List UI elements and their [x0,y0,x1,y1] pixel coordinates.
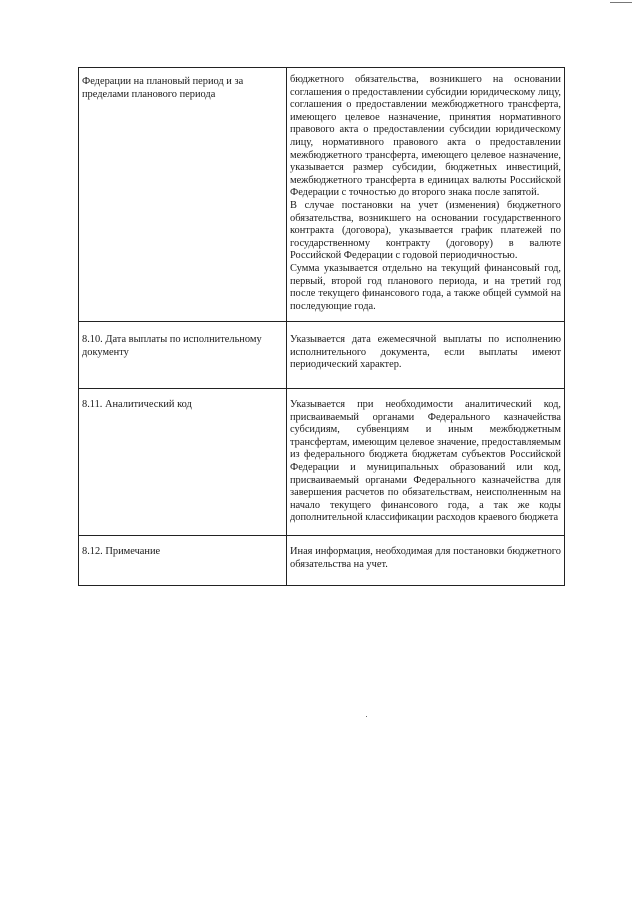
field-name-cell: 8.10. Дата выплаты по исполнительному документу [79,322,287,389]
description-paragraph: В случае постановки на учет (изменения) бюджетного обязательства, возникшего на основании государственного контракта (договора), указывается график платежей по государственному контракту (договору) в валюте Российской Федерации с годовой периодичностью. [290,199,561,262]
field-name-cell: Федерации на плановый период и за пределами планового периода [79,68,287,322]
field-description-cell [287,389,565,536]
field-name-cell: 8.12. Примечание [79,536,287,586]
description-paragraph: Сумма указывается отдельно на текущий финансовый год, первый, второй год планового периода, и на третий год после текущего финансового года, а также общей суммой на последующие года. [290,262,561,312]
table-row [79,322,565,389]
table-row [79,68,565,322]
description-paragraph: Указывается дата ежемесячной выплаты по исполнению исполнительного документа, если выплаты имеют периодический характер. [290,334,561,371]
field-description-cell [287,68,565,322]
field-description-cell [287,536,565,586]
description-paragraph: Иная информация, необходимая для постановки бюджетного обязательства на учет. [290,546,561,570]
document-table [78,67,565,586]
scan-speck [366,716,367,717]
description-paragraph: бюджетного обязательства, возникшего на основании соглашения о предоставлении субсидии юридическому лицу, соглашения о предоставлении межбюджетного трансферта, имеющего целевое назначение, принятия нормативного правового акта о предоставлении субсидии юридическому лицу, нормативного правового акта о предоставлении межбюджетного трансферта, имеющего целевое назначение, указывается размер субсидии, бюджетных инвестиций, межбюджетного трансферта в единицах валюты Российской Федерации с точностью до второго знака после запятой. [290,74,561,199]
field-description-cell [287,322,565,389]
scan-corner-mark [610,2,632,3]
description-paragraph: Указывается при необходимости аналитический код, присваиваемый органами Федерального казначейства субсидиям, субвенциям и иным межбюджетным трансфертам, имеющим целевое значение, предоставляемым из федерального бюджета бюджетам субъектов Российской Федерации и муниципальных образований или код, присваиваемый органами Федерального казначейства для завершения расчетов по обязательствам, неисполненным на начало текущего финансового года, а так же коды дополнительной классификации расходов краевого бюджета [290,399,561,524]
table-row [79,536,565,586]
table-row [79,389,565,536]
field-name-cell: 8.11. Аналитический код [79,389,287,536]
